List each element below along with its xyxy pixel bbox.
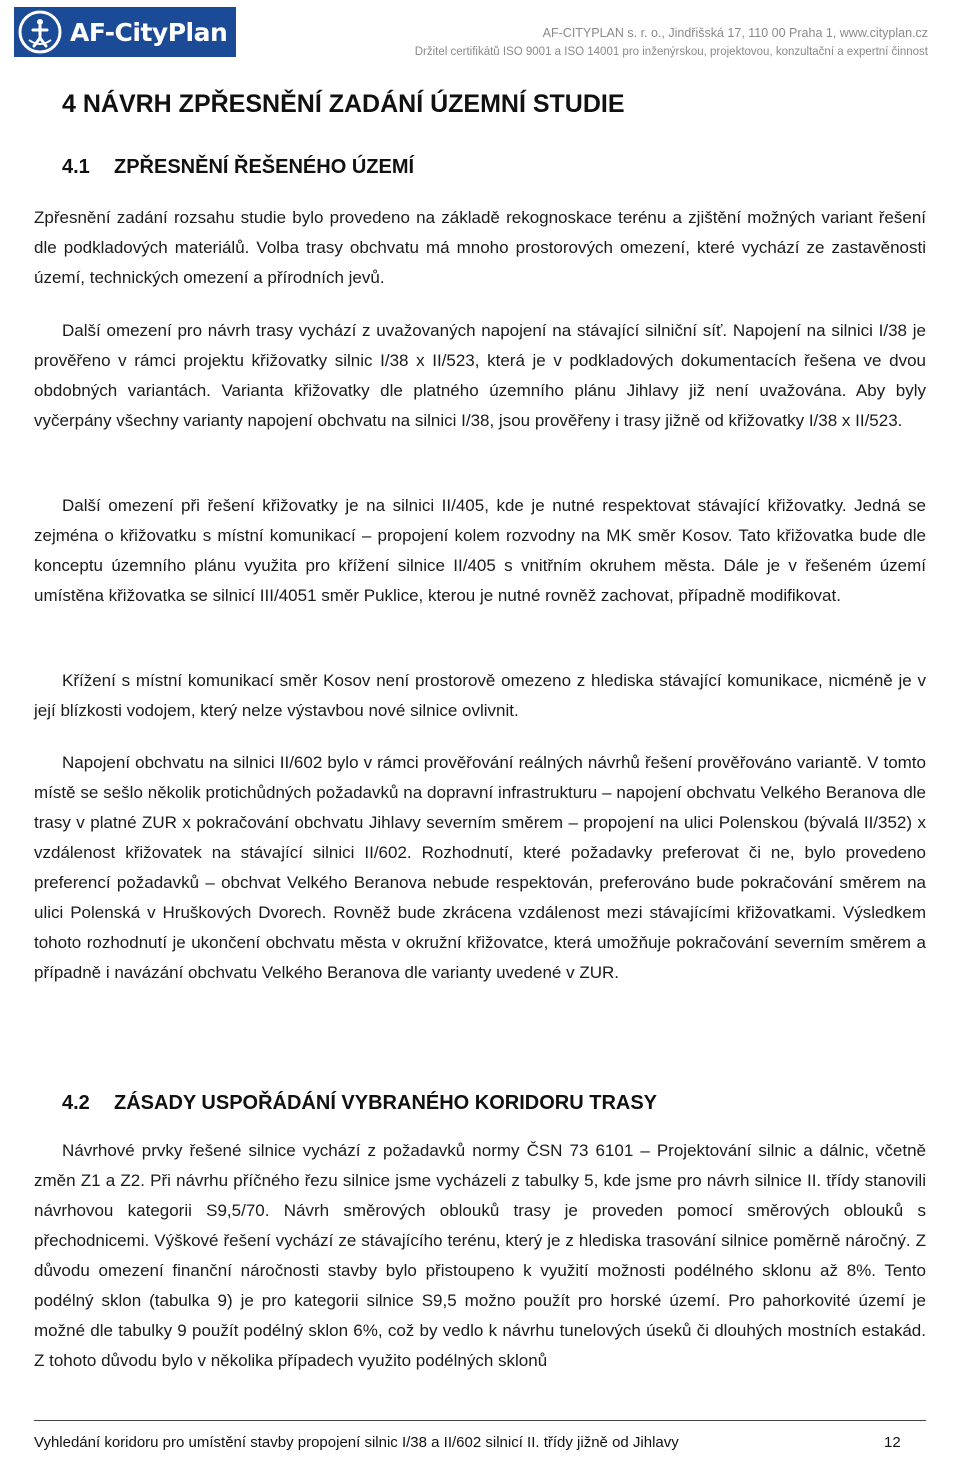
paragraph-text: Další omezení pro návrh trasy vychází z uvažovaných napojení na stávající silniční síť. Napojení na silnici I/38 je prověřeno v rámci projektu křižovatky silnic I/38 x II/523, která je v podkladových dokumentacích řešena ve dvou obdobných variantách. Varianta křižovatky dle platného územního plánu Jihlavy již není uvažována. Aby byly vyčerpány všechny varianty napojení obchvatu na silnici I/38, jsou prověřeny i trasy jižně od křižovatky I/38 x II/523. (34, 321, 926, 430)
page-header (0, 0, 960, 62)
company-logo (14, 7, 236, 57)
section-heading-4-2 (62, 1092, 657, 1115)
paragraph (34, 666, 926, 726)
paragraph-text: Návrhové prvky řešené silnice vychází z požadavků normy ČSN 73 6101 – Projektování silnic a dálnic, včetně změn Z1 a Z2. Při návrhu příčného řezu silnice jsme vycházeli z tabulky 5, kde jsme pro návrh silnice II. třídy stanovili návrhovou kategorii S9,5/70. Návrh směrových oblouků trasy je proveden pomocí směrových oblouků s přechodnicemi. Výškové řešení vychází ze stávajícího terénu, který je z hlediska trasování silnice poměrně náročný. Z důvodu omezení finanční náročnosti stavby bylo přistoupeno k využití možnosti podélného sklonu až 8%. Tento podélný sklon (tabulka 9) je pro kategorii silnice S9,5 možno použít pro horské území. Pro pahorkovité území je možné dle tabulky 9 použít podélný sklon 6%, což by vedlo k návrhu tunelových úseků či dlouhých mostních estakád. Z tohoto důvodu bylo v několika případech využito podélných sklonů (34, 1141, 926, 1370)
certificate-info: Držitel certifikátů ISO 9001 a ISO 14001 pro inženýrskou, projektovou, konzultační a expertní činnost (414, 46, 928, 58)
paragraph (34, 748, 926, 988)
section-heading-4-1 (62, 156, 414, 179)
paragraph (34, 316, 926, 436)
paragraph (34, 491, 926, 611)
paragraph-text: Další omezení při řešení křižovatky je na silnici II/405, kde je nutné respektovat stávající křižovatky. Jedná se zejména o křižovatku s místní komunikací – propojení kolem rozvodny na MK směr Kosov. Tato křižovatka bude dle konceptu územního plánu využita pro křížení silnice II/405 s vnitřním okruhem města. Dále je v řešeném území umístěna křižovatka se silnicí III/4051 směr Puklice, kterou je nutné rovněž zachovat, případně modifikovat. (34, 496, 926, 605)
section-number: 4.2 (62, 1092, 90, 1114)
section-title: ZÁSADY USPOŘÁDÁNÍ VYBRANÉHO KORIDORU TRASY (114, 1092, 658, 1114)
company-address: AF-CITYPLAN s. r. o., Jindřišská 17, 110 00 Praha 1, www.cityplan.cz (542, 26, 928, 40)
paragraph-text: Křížení s místní komunikací směr Kosov není prostorově omezeno z hlediska stávající komunikace, nicméně je v její blízkosti vodojem, který nelze výstavbou nové silnice ovlivnit. (34, 671, 926, 720)
footer-divider (34, 1420, 926, 1421)
chapter-title: 4 NÁVRH ZPŘESNĚNÍ ZADÁNÍ ÚZEMNÍ STUDIE (62, 90, 625, 118)
section-title: ZPŘESNĚNÍ ŘEŠENÉHO ÚZEMÍ (114, 156, 415, 178)
paragraph (34, 1136, 926, 1376)
paragraph-text: Napojení obchvatu na silnici II/602 bylo v rámci prověřování reálných návrhů řešení prověřováno variantě. V tomto místě se sešlo několik protichůdných požadavků na dopravní infrastrukturu – napojení obchvatu Velkého Beranova dle trasy v platné ZUR x pokračování obchvatu Jihlavy severním směrem – propojení na ulici Polenskou (bývalá II/352) x vzdálenost křižovatek na stávající silnici II/602. Rozhodnutí, které požadavky preferovat či ne, bylo provedeno preferencí požadavků – obchvat Velkého Beranova nebude respektován, preferováno bude pokračování směrem na ulici Polenská v Hruškových Dvorech. Rovněž bude zkrácena vzdálenost mezi stávajícími křižovatkami. Výsledkem tohoto rozhodnutí je ukončení obchvatu města v okružní křižovatce, která umožňuje pokračování severním směrem a případně i navázání obchvatu Velkého Beranova dle varianty uvedené v ZUR. (34, 753, 926, 982)
paragraph (34, 203, 926, 293)
paragraph-text: Zpřesnění zadání rozsahu studie bylo provedeno na základě rekognoskace terénu a zjištění možných variant řešení dle podkladových materiálů. Volba trasy obchvatu má mnoho prostorových omezení, které vychází ze zastavěnosti území, technických omezení a přírodních jevů. (34, 208, 926, 287)
section-number: 4.1 (62, 156, 90, 178)
logo-emblem-icon (16, 8, 64, 56)
page-number: 12 (884, 1434, 901, 1451)
logo-text: AF-CityPlan (70, 17, 228, 47)
footer-document-title: Vyhledání koridoru pro umístění stavby propojení silnic I/38 a II/602 silnicí II. třídy jižně od Jihlavy (34, 1434, 679, 1451)
